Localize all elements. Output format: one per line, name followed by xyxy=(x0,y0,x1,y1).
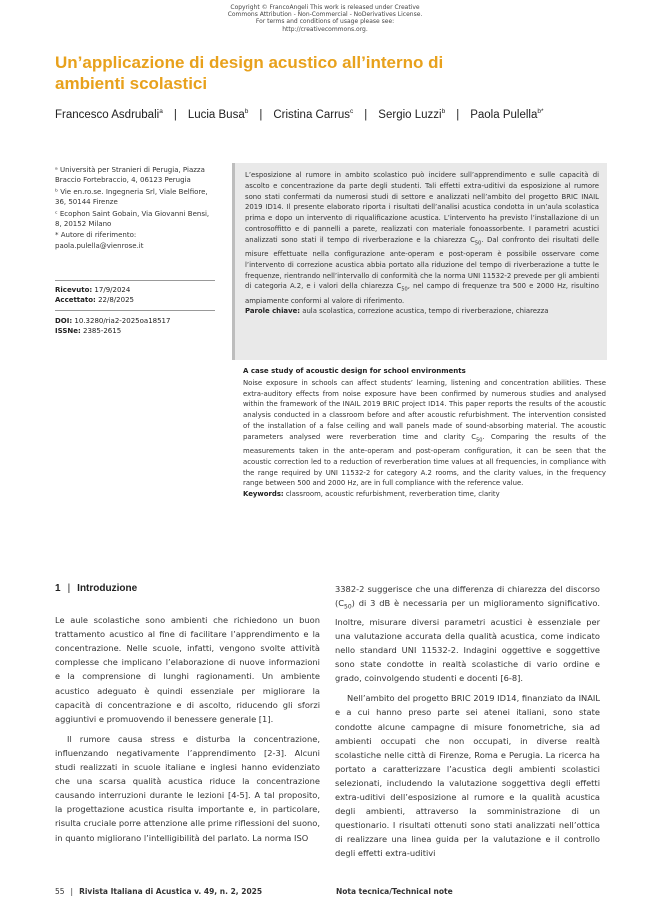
paragraph: Le aule scolastiche sono ambienti che richiedono un buon trattamento acustico al fine di facilitare l’apprendimento e la concentrazione. Nelle scuole, infatti, vengono svolte attività complesse che implicano l’elaborazione di nuove informazioni e la comprensione di lunghi ragionamenti. Un ambiente acustico adeguato è quindi essenziale per migliorare la capacità di concentrazione e di ascolto, riducendo gli sforzi aggiuntivi e promuovendo il benessere generale [1]. xyxy=(55,615,320,724)
article-title: Un’applicazione di design acustico all’interno di ambienti scolastici xyxy=(55,53,444,93)
section-heading: 1 | Introduzione xyxy=(55,583,138,594)
copyright-line: For terms and conditions of usage please see: xyxy=(255,18,395,26)
abstract-en-heading: A case study of acoustic design for school environments xyxy=(243,367,466,375)
identifiers: DOI: 10.3280/ria2-2025oa18517 ISSNe: 2385-2615 xyxy=(55,317,171,336)
copyright-line: Commons Attribution - Non-Commercial - NoDerivatives License. xyxy=(227,11,423,19)
paragraph: 3382-2 suggerisce che una differenza di chiarezza del discorso $(C_{50})$ di 3 dB è necessaria per un miglioramento significativo. Inoltre, misurare diversi parametri acustici è essenziale per una valutazione accurata della qualità acustica, come indicato nello standard UNI 11532-2. Indagini oggettive e soggettive sono state condotte in realtà scolastiche di vario ordine e grado, coinvolgendo studenti e docenti [6-8]. xyxy=(335,584,600,684)
divider xyxy=(55,310,215,311)
keywords-en: Keywords: classroom, acoustic refurbishment, reverberation time, clarity xyxy=(243,490,500,499)
copyright-line: Copyright © FrancoAngeli This work is released under Creative xyxy=(230,4,420,11)
abstract-italian: L’esposizione al rumore in ambito scolastico può incidere sull’apprendimento e sulle capacità di ascolto e concentrazione da parte degli studenti. Tali effetti extra-uditivi da esposizione al rumore sono stati confermati da numerosi studi di settore e analizzati nell’ambito del progetto BRIC INAIL 2019 ID14. Il presente elaborato riporta i risultati dell’analisi acustica condotta in un’aula scolastica prima e dopo un intervento di riqualificazione acustica. L’intervento ha previsto l’installazione di un controsoffitto e di pannelli a parete, realizzati con materiale fonoassorbente. I parametri acustici analizzati sono stati il tempo di riverberazione e la chiarezza $C_{50}$. Dal confronto dei risultati delle misure effettuate nella configurazione ante-operam e post-operam è possibile osservare come l’intervento di correzione acustica abbia portato alla riduzione del tempo di riverberazione a tutte le frequenze, rientrando nell’intervallo di conformità che la norma UNI 11532-2 prevede per gli ambienti di categoria A.2, e i valori della chiarezza $C_{50}$, nel campo di frequenze tra 500 e 2000 Hz, risultino ampiamente conformi al valore di riferimento. Parole chiave: aula scolastica, correzione acustica, tempo di riverberazione, chiarezza xyxy=(232,163,607,360)
copyright-notice xyxy=(200,4,450,33)
page-number: 55 xyxy=(55,887,65,896)
column-right xyxy=(335,582,600,860)
affiliation: ᶜ Ecophon Saint Gobain, Via Giovanni Bensi, 8, 20152 Milano xyxy=(55,209,210,229)
affiliation: ᵃ Università per Stranieri di Perugia, Piazza Braccio Fortebraccio, 4, 06123 Perugia xyxy=(55,166,205,185)
doi-link[interactable]: 10.3280/ria2-2025oa18517 xyxy=(74,317,171,325)
author: Sergio Luzzi$^b$ xyxy=(378,108,446,121)
divider xyxy=(55,280,215,281)
accepted-date: 22/8/2025 xyxy=(98,296,134,305)
received-date: 17/9/2024 xyxy=(94,286,131,294)
author-list: Francesco Asdrubali$^a$ | Lucia Busa$^b$ | Cristina Carrus$^c$ | Sergio Luzzi$^b$ | Paola Pulella$^{b*}$ xyxy=(55,108,544,121)
author: Cristina Carrus$^c$ xyxy=(273,108,354,121)
paragraph: Nell’ambito del progetto BRIC 2019 ID14, finanziato da INAIL e a cui hanno preso parte sei atenei italiani, sono state condotte alcune campagne di misure fonometriche, sia ad ambienti occupati che non occupati, in diverse realtà scolastiche nelle città di Firenze, Roma e Perugia. La ricerca ha portato a caratterizzare l’acustica degli ambienti scolastici selezionati, includendo la valutazione soggettiva degli effetti extra-uditivi dell’esposizione al rumore e la qualità acustica degli ambienti, attraverso la somministrazione di un questionario. I risultati ottenuti sono stati analizzati nell’ottica di realizzare una linea guida per la valutazione e il controllo degli effetti extra-uditivi xyxy=(335,693,600,859)
article-type: Nota tecnica/Technical note xyxy=(336,887,453,896)
affiliation: ᵇ Vie en.ro.se. Ingegneria Srl, Viale Belfiore, 36, 50144 Firenze xyxy=(55,187,208,207)
author: Lucia Busa$^b$ xyxy=(187,108,249,121)
paragraph: Il rumore causa stress e disturba la concentrazione, influenzando negativamente l’apprendimento [2-3]. Alcuni studi realizzati in scuole italiane e inglesi hanno evidenziato che una scarsa qualità acustica riduce la concentrazione causando interruzioni durante le lezioni [4-5]. A tal proposito, la progettazione acustica risulta importante e, in particolare, risulta cruciale porre attenzione alle prime riflessioni del suono, in quanto migliorano l’intelligibilità del parlato. La norma ISO xyxy=(55,733,320,843)
author: Paola Pulella$^{b*}$ xyxy=(470,108,544,121)
column-left xyxy=(55,582,320,845)
author: Francesco Asdrubali$^a$ xyxy=(55,108,163,121)
page-footer: 55 | Rivista Italiana di Acustica v. 49, n. 2, 2025 Nota tecnica/Technical note xyxy=(55,887,453,896)
dates: Ricevuto: 17/9/2024 Accettato: 22/8/2025 xyxy=(55,286,134,305)
copyright-link[interactable]: http://creativecommons.org. xyxy=(282,25,368,33)
issn: 2385-2615 xyxy=(83,327,122,336)
journal-name: Rivista Italiana di Acustica v. 49, n. 2, 2025 xyxy=(79,887,263,896)
affiliation: * Autore di riferimento: paola.pulella@vienrose.it xyxy=(55,231,144,250)
keywords-it: Parole chiave: aula scolastica, correzione acustica, tempo di riverberazione, chiarezza xyxy=(245,307,549,316)
abstract-english: A case study of acoustic design for school environments Noise exposure in schools can affect students’ learning, listening and concentration abilities. These extra-auditory effects from noise exposure have been confirmed by numerous studies and analysed within the framework of the INAIL 2019 BRIC project ID14. This paper reports the results of the acoustic analysis conducted in a classroom before and after acoustic refurbishment. The intervention consisted of the installation of a false ceiling and wall panels made of sound-absorbing material. The acoustic parameters analysed were reverberation time and clarity $C_{50}$. Comparing the results of the measurements taken in the ante-operam and post-operam configuration, it can be seen that the acoustic correction led to a reduction of reverberation time values at all frequencies, in compliance with the range required by UNI 11532-2 for category A.2 rooms, and the clarity values, in the frequency range between 500 and 2000 Hz, are in full compliance with the reference value. Keywords: classroom, acoustic refurbishment, reverberation time, clarity xyxy=(243,367,607,499)
affiliations xyxy=(55,165,215,252)
